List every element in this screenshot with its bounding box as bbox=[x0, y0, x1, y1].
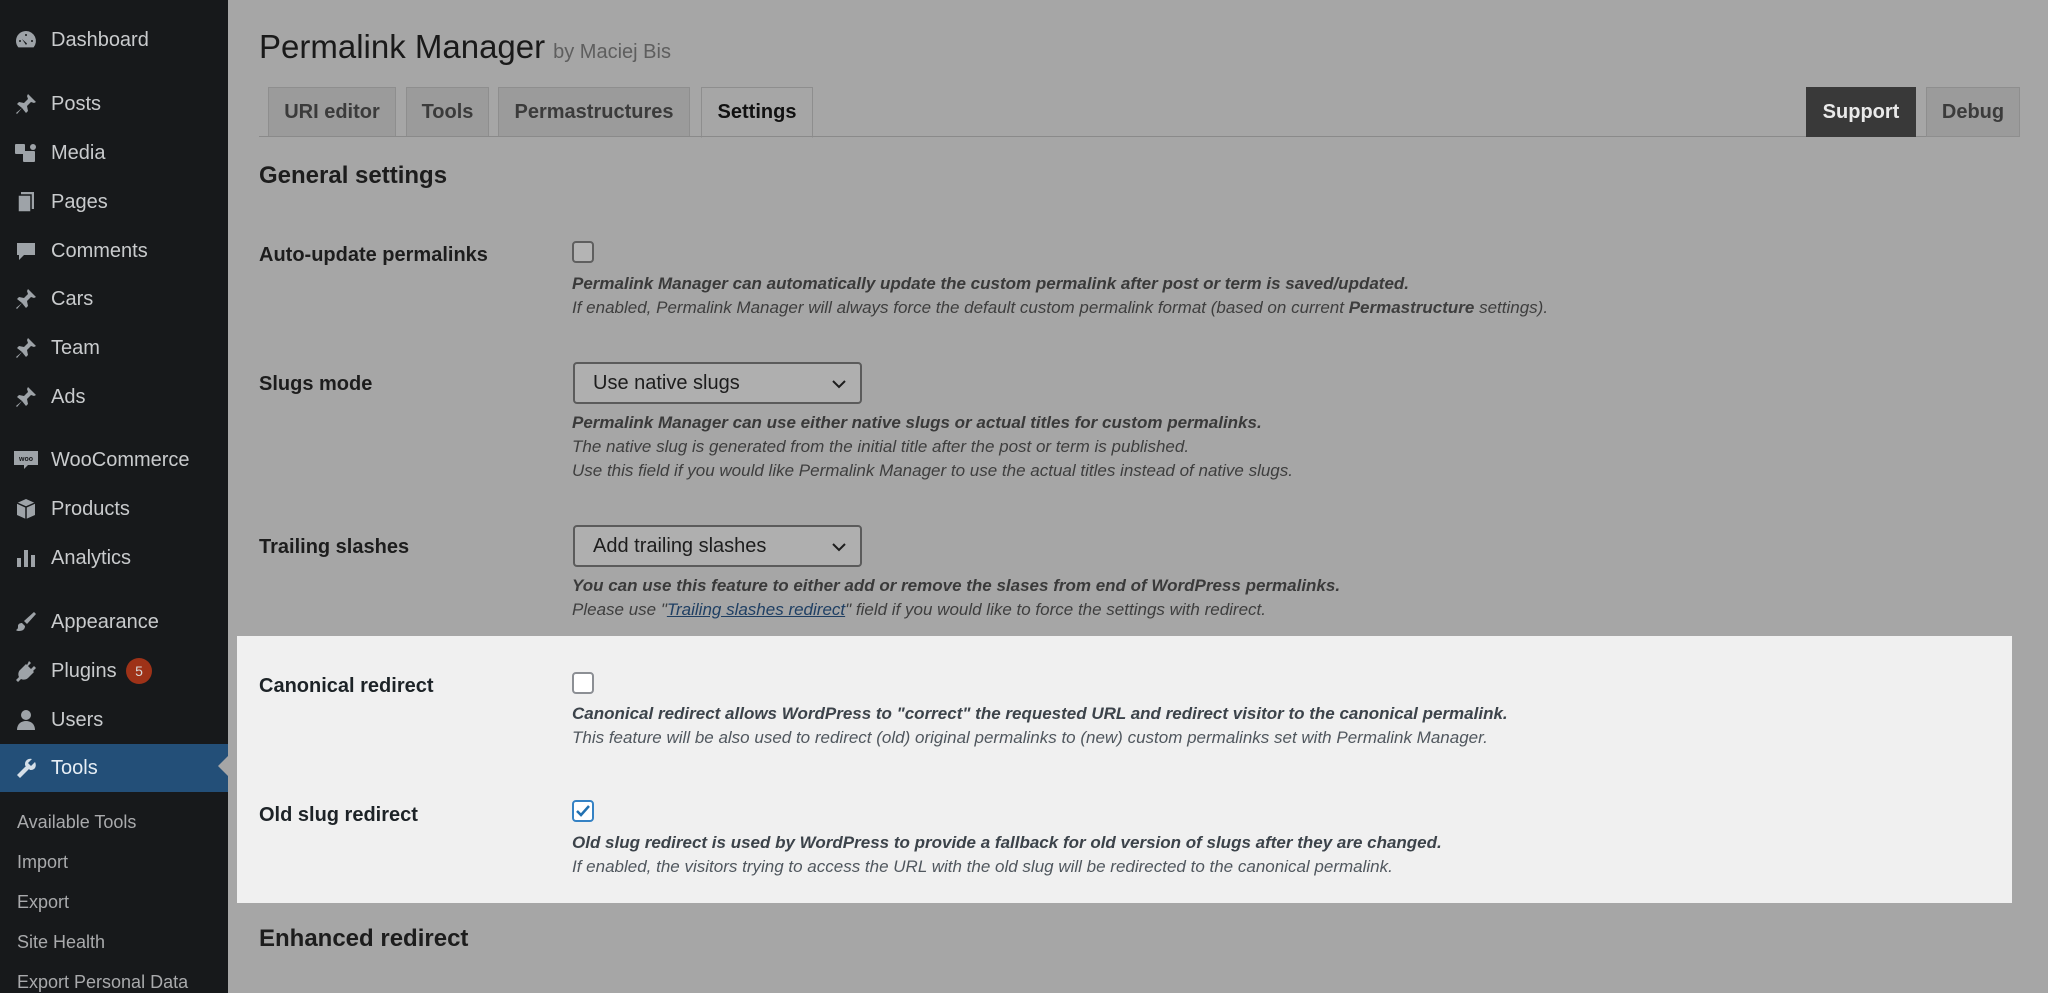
brush-icon bbox=[12, 608, 40, 636]
sidebar-item-plugins[interactable] bbox=[0, 649, 228, 693]
submenu-export[interactable] bbox=[0, 882, 228, 922]
submenu-label: Site Health bbox=[17, 931, 106, 952]
chevron-down-icon bbox=[830, 538, 848, 556]
media-icon bbox=[12, 139, 40, 167]
canonical-redirect-checkbox[interactable] bbox=[572, 672, 594, 694]
auto-update-checkbox[interactable] bbox=[572, 241, 594, 263]
sidebar-item-ads[interactable] bbox=[0, 375, 228, 419]
page-heading bbox=[259, 28, 671, 66]
desc-text: If enabled, Permalink Manager will always force the default custom permalink format (based on current bbox=[572, 298, 1349, 317]
sidebar-item-team[interactable] bbox=[0, 326, 228, 370]
wrench-icon bbox=[12, 754, 40, 782]
slugs-mode-label: Slugs mode bbox=[259, 373, 373, 395]
user-icon bbox=[12, 706, 40, 734]
pages-icon bbox=[12, 188, 40, 216]
pin-icon bbox=[12, 383, 40, 411]
woo-icon bbox=[12, 446, 40, 474]
sidebar-item-label: Dashboard bbox=[51, 28, 149, 51]
sidebar-item-label: Team bbox=[51, 336, 100, 359]
tab-uri-editor[interactable]: URI editor bbox=[268, 87, 396, 137]
sidebar-item-label: Pages bbox=[51, 190, 108, 213]
update-count-badge: 5 bbox=[126, 658, 152, 684]
trailing-slashes-value: Add trailing slashes bbox=[593, 534, 767, 557]
checkmark-icon bbox=[574, 802, 592, 820]
sidebar-item-label: Media bbox=[51, 141, 106, 164]
support-button[interactable]: Support bbox=[1806, 87, 1916, 137]
old-slug-redirect-desc-strong: Old slug redirect is used by WordPress to provide a fallback for old version of slugs after they are changed. bbox=[572, 833, 1442, 852]
bar-chart-icon bbox=[12, 544, 40, 572]
old-slug-redirect-desc: If enabled, the visitors trying to access the URL with the old slug will be redirected to the canonical permalink. bbox=[572, 857, 1393, 876]
tab-tools[interactable]: Tools bbox=[406, 87, 489, 137]
sidebar-item-pages[interactable] bbox=[0, 180, 228, 224]
pin-icon bbox=[12, 334, 40, 362]
sidebar-item-label: Analytics bbox=[51, 546, 132, 569]
slugs-mode-desc-1: The native slug is generated from the initial title after the post or term is published. bbox=[572, 437, 1190, 456]
sidebar-item-appearance[interactable] bbox=[0, 600, 228, 644]
slugs-mode-desc-2: Use this field if you would like Permalink Manager to use the actual titles instead of native slugs. bbox=[572, 461, 1293, 480]
desc-bold: Permastructure bbox=[1348, 298, 1475, 317]
chevron-down-icon bbox=[830, 375, 848, 393]
submenu-available-tools[interactable] bbox=[0, 802, 228, 842]
auto-update-desc bbox=[572, 298, 1548, 318]
pin-icon bbox=[12, 285, 40, 313]
sidebar-item-label: Appearance bbox=[51, 610, 159, 633]
page-author: by Maciej Bis bbox=[553, 41, 671, 63]
trailing-slashes-desc bbox=[572, 600, 1266, 620]
submenu-import[interactable] bbox=[0, 842, 228, 882]
sidebar-item-cars[interactable] bbox=[0, 277, 228, 321]
pin-icon bbox=[12, 90, 40, 118]
box-icon bbox=[12, 495, 40, 523]
submenu-label: Available Tools bbox=[17, 811, 137, 832]
sidebar-item-label: Ads bbox=[51, 385, 86, 408]
sidebar-item-label: Products bbox=[51, 497, 130, 520]
canonical-redirect-desc: This feature will be also used to redirect (old) original permalinks to (new) custom permalinks set with Permalink Manager. bbox=[572, 728, 1488, 747]
submenu-export-personal-data[interactable] bbox=[0, 962, 228, 993]
submenu-site-health[interactable] bbox=[0, 922, 228, 962]
sidebar-item-users[interactable] bbox=[0, 698, 228, 742]
sidebar-item-products[interactable] bbox=[0, 487, 228, 531]
admin-sidebar bbox=[0, 0, 228, 993]
tabs-divider bbox=[259, 136, 2019, 137]
canonical-redirect-label: Canonical redirect bbox=[259, 675, 434, 697]
trailing-slashes-label: Trailing slashes bbox=[259, 536, 410, 558]
desc-text: Please use " bbox=[572, 600, 667, 619]
trailing-slashes-select[interactable] bbox=[573, 525, 862, 567]
sidebar-item-label: Cars bbox=[51, 287, 94, 310]
slugs-mode-value: Use native slugs bbox=[593, 371, 740, 394]
sidebar-item-label: WooCommerce bbox=[51, 448, 190, 471]
old-slug-redirect-label: Old slug redirect bbox=[259, 804, 418, 826]
sidebar-item-analytics[interactable] bbox=[0, 536, 228, 580]
auto-update-label: Auto-update permalinks bbox=[259, 244, 488, 266]
slugs-mode-select[interactable] bbox=[573, 362, 862, 404]
tab-permastructures[interactable]: Permastructures bbox=[498, 87, 690, 137]
debug-button[interactable]: Debug bbox=[1926, 87, 2020, 137]
submenu-label: Export bbox=[17, 891, 70, 912]
trailing-slashes-desc-strong: You can use this feature to either add or remove the slases from end of WordPress permalinks. bbox=[572, 576, 1341, 595]
sidebar-item-label: Comments bbox=[51, 239, 148, 262]
sidebar-item-comments[interactable] bbox=[0, 229, 228, 273]
sidebar-item-label: Tools bbox=[51, 756, 98, 779]
old-slug-redirect-checkbox[interactable] bbox=[572, 800, 594, 822]
active-menu-arrow bbox=[218, 756, 228, 776]
section-heading-general: General settings bbox=[259, 162, 448, 189]
svg-text:woo: woo bbox=[19, 456, 33, 463]
submenu-label: Export Personal Data bbox=[17, 971, 189, 992]
trailing-slashes-redirect-link[interactable]: Trailing slashes redirect bbox=[666, 600, 846, 619]
sidebar-item-media[interactable] bbox=[0, 131, 228, 175]
sidebar-item-label: Posts bbox=[51, 92, 102, 115]
tab-settings[interactable]: Settings bbox=[701, 87, 813, 138]
sidebar-item-dashboard[interactable] bbox=[0, 18, 228, 62]
sidebar-item-label: Plugins bbox=[51, 659, 117, 682]
comment-icon bbox=[12, 237, 40, 265]
section-heading-enhanced: Enhanced redirect bbox=[259, 925, 469, 952]
dashboard-icon bbox=[12, 26, 40, 54]
auto-update-desc-strong: Permalink Manager can automatically update the custom permalink after post or term is saved/updated. bbox=[572, 274, 1410, 293]
canonical-redirect-desc-strong: Canonical redirect allows WordPress to "correct" the requested URL and redirect visitor to the canonical permalink. bbox=[572, 704, 1508, 723]
sidebar-item-woocommerce[interactable] bbox=[0, 438, 228, 482]
highlighted-settings-panel bbox=[237, 636, 2012, 903]
sidebar-item-tools[interactable] bbox=[0, 744, 228, 792]
desc-text: " field if you would like to force the settings with redirect. bbox=[845, 600, 1266, 619]
page-title: Permalink Manager bbox=[259, 28, 546, 65]
sidebar-item-posts[interactable] bbox=[0, 82, 228, 126]
sidebar-item-label: Users bbox=[51, 708, 104, 731]
submenu-label: Import bbox=[17, 851, 69, 872]
plug-icon bbox=[12, 657, 40, 685]
slugs-mode-desc-strong: Permalink Manager can use either native slugs or actual titles for custom permalinks. bbox=[572, 413, 1262, 432]
desc-text: settings). bbox=[1474, 298, 1549, 317]
